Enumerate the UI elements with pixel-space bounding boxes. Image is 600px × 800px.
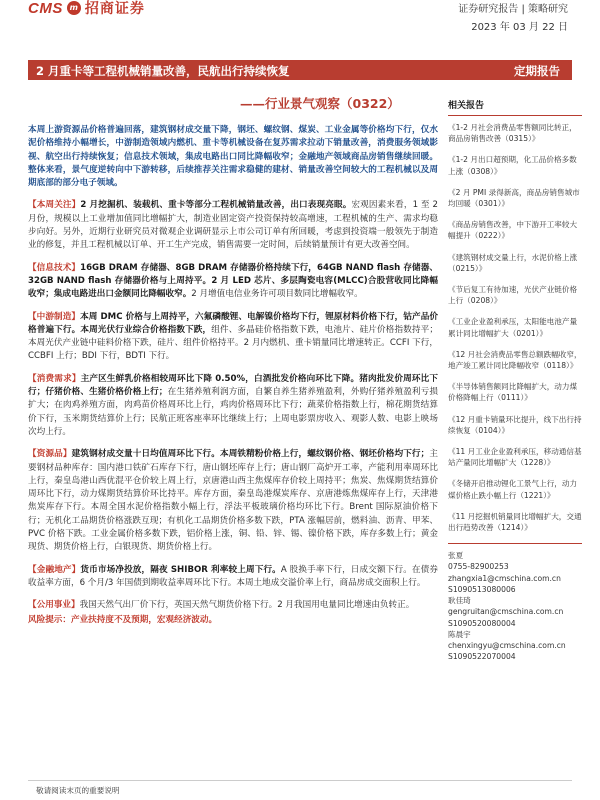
footer-divider <box>28 780 572 781</box>
related-report-link[interactable]: 《商品房销售改善，中下游开工率较大幅提升（0222）》 <box>448 220 578 241</box>
analyst-name: 陈晨宇 <box>448 629 471 639</box>
related-report-link[interactable]: 《半导体销售额同比降幅扩大，动力煤价格降幅上行（0111）》 <box>448 382 578 403</box>
section-lead: 16GB DRAM 存储器、8GB DRAM 存储器价格持续下行，64GB NAND flash 存储器、32GB NAND flash 存储器价格与上周持平。2 月 LED 芯片、多层陶瓷电容(MLCC)合股营收同比降幅收窄；集成电路进出口金额同比降幅收窄。 <box>28 262 438 300</box>
related-reports-title: 相关报告 <box>448 101 485 111</box>
analyst-name: 耿佳琦 <box>448 596 471 606</box>
section-tag: 【公用事业】 <box>28 600 80 611</box>
section-body: 在生猪养殖利润方面，自繁自养生猪养殖盈利，外购仔猪养殖盈利亏损扩大；在肉鸡养殖方面，肉鸡苗价格周环比上行，鸡肉价格周环比下行；蔬菜价格指数上行，棉花期货结算价下行，玉米期货结算价上行；民航正班客座率环比继续上行；上周电影票房收入、观影人数、电影上映场次均上行。 <box>28 387 438 437</box>
section-weekly-focus <box>28 199 438 252</box>
section-utilities <box>28 599 438 612</box>
section-tag: 【资源品】 <box>28 449 72 460</box>
analyst-block <box>448 550 582 662</box>
related-report-link[interactable]: 《1-2 月社会消费品零售额同比转正，商品房销售改善（0315）》 <box>448 123 577 144</box>
related-report-link[interactable]: 《1-2 月出口超预期，化工品价格多数上涨（0308）》 <box>448 155 577 176</box>
company-logo <box>28 0 145 16</box>
section-consumer <box>28 373 438 439</box>
related-report-link[interactable]: 《2 月 PMI 录得新高，商品房销售城市均回暖（0301）》 <box>448 187 580 209</box>
section-midstream <box>28 311 438 364</box>
related-report-link[interactable]: 《12 月社会消费品零售总额跌幅收窄，地产竣工累计同比降幅收窄（0118）》 <box>448 349 582 371</box>
section-lead: 主产区生鲜乳价格相较周环比下降 0.50%，白酒批发价格向环比下降。猪肉批发价周环比下行；仔猪价格、生猪价格价格上行； <box>28 373 438 398</box>
analyst-email[interactable]: chenxingyu@cmschina.com.cn <box>448 640 566 650</box>
analyst-email[interactable]: zhangxia1@cmschina.com.cn <box>448 573 561 583</box>
related-report-link[interactable]: 《11 月工业企业盈利承压，移动通信基站产量同比增幅扩大（1228）》 <box>448 447 582 468</box>
divider <box>448 543 582 544</box>
section-lead: 2 月挖掘机、装载机、重卡等部分工程机械销量改善，出口表现亮眼。 <box>80 200 352 211</box>
section-body: 主要钢材品种库存：国内港口铁矿石库存下行，唐山钢坯库存上行；唐山钢厂高炉开工率，产能利用率周环比上行，秦皇岛港山西优混平仓价较上周上行，京唐港山西主焦煤库存价较上周持平；焦炭、焦煤期货结算价周环比下行，动力煤期货结算价环比持平。库存方面，秦皇岛港煤炭库存、京唐港炼焦煤库存上行，天津港焦炭库存下行。本周全国水泥价格指数小幅上行，浮法平板玻璃价格均环比下行。Brent 国际原油价格下行；无机化工品期货价格涨跌互现；有机化工品期货价格多数下跌，PTA 涨幅居前，燃料油、沥青、甲苯、PVC 价格下跌。工业金属价格多数下跌，铝价格上涨，铜、铅、锌、锡、镍价格下跌，库存多数上行；黄金现货、期货价格上行，白银现货、期货价格上行。 <box>28 449 438 553</box>
related-report-link[interactable]: 《建筑钢材成交量上行，水泥价格上涨（0215）》 <box>448 252 578 273</box>
logo-cms-text: CMS <box>28 0 63 17</box>
analyst-license: S1090522070004 <box>448 652 516 662</box>
related-report-link[interactable]: 《工业企业盈利承压，太阳能电池产量累计同比增幅扩大（0201）》 <box>448 317 578 338</box>
footer-note: 敬请阅读末页的重要说明 <box>36 786 120 795</box>
related-report-link[interactable]: 《12 月重卡销量环比提升，线下出行持续恢复（0104）》 <box>448 414 582 435</box>
report-subtitle: ——行业景气观察（0322） <box>240 96 400 111</box>
report-date: 2023 年 03 月 22 日 <box>471 22 568 33</box>
related-reports-list <box>448 122 582 533</box>
summary-paragraph: 本周上游资源品价格普遍回落，建筑钢材成交量下降，钢坯、螺纹钢、煤炭、工业金属等价格均下行，仅水泥价格维持小幅增长，中游制造领域内燃机、重卡等机械设备在复苏需求拉动下销量改善，消费服务领域影视、航空出行持续恢复；信息技术领域，集成电路出口同比降幅收窄；金融地产领域商品房销售继续回暖。整体来看，景气度逆转向中下游转移，后续推荐关注需求稳健的建材、销量改善空间较大的工程机械以及周期底部的部分电子领域。 <box>28 125 438 189</box>
section-body: 宏观因素来看，1 至 2 月份，规模以上工业增加值同比增幅扩大，制造业固定资产投资保持较高增速，工程机械的生产、需求均稳步向好。另外，近期行业研究员对微观企业调研显示上市公司订单有所回暖，考虑到投资端一般领先于制造业的修复，并且工程机械以订单、开工生产完成，销售需要一定时间，后续销量预计有更大改善空间。 <box>28 200 438 251</box>
section-tag: 【金融地产】 <box>28 564 81 575</box>
logo-cn-text: 招商证券 <box>84 1 145 17</box>
section-resources <box>28 448 438 554</box>
report-title: 2 月重卡等工程机械销量改善，民航出行持续恢复 <box>36 64 290 78</box>
analyst-phone: 0755-82900253 <box>448 562 509 572</box>
report-type: 证券研究报告 | 策略研究 <box>458 4 568 15</box>
related-report-link[interactable]: 《11 月挖掘机销量同比增幅扩大，交通出行趋势改善（1214）》 <box>448 511 582 533</box>
logo-mark-icon: m <box>67 1 81 15</box>
title-bar <box>28 60 572 80</box>
main-content <box>28 124 438 627</box>
section-finance <box>28 564 438 591</box>
header-meta <box>458 0 568 33</box>
divider <box>448 115 582 116</box>
section-body: A 股换手率下行，日成交额下行。在债券收益率方面，6 个月/3 年国债到期收益率周环比下行。本周土地成交溢价率上行，商品房成交面积上行。 <box>28 564 438 588</box>
section-lead: 建筑钢材成交量十日均值周环比下行。本周铁精粉价格上行，螺纹钢价格、钢坯价格均下行； <box>71 449 430 460</box>
page-header <box>0 0 600 44</box>
analyst-email[interactable]: gengruitan@cmschina.com.cn <box>448 607 564 617</box>
analyst-license: S1090513080006 <box>448 584 516 594</box>
risk-warning: 风险提示：产业扶持度不及预期，宏观经济波动。 <box>28 614 218 625</box>
report-tag: 定期报告 <box>514 64 560 78</box>
section-body: 组件、多晶硅价格指数下跌，电池片、硅片价格指数持平；本周光伏产业链中硅料价格下跌，硅片、组件价格持平。2 月内燃机、重卡销量同比增速转正。CCFI 下行，CCBFI 上行；BDI 下行，BDTI 下行。 <box>28 324 438 362</box>
related-report-link[interactable]: 《冬储开启推动锂化工景气上行，动力煤价格止跌小幅上行（1221）》 <box>448 479 578 500</box>
section-it <box>28 262 438 302</box>
section-tag: 【消费需求】 <box>28 373 81 384</box>
related-report-link[interactable]: 《节后复工有待加速，光伏产业链价格上行（0208）》 <box>448 285 578 306</box>
section-body: 2 月增值电信业务许可项目数同比增幅收窄。 <box>191 289 363 300</box>
section-tag: 【本周关注】 <box>28 200 81 211</box>
section-tag: 【中游制造】 <box>28 311 81 322</box>
analyst-license: S1090520080004 <box>448 618 516 628</box>
section-lead: 货币市场净投放，隔夜 SHIBOR 利率较上周下行。 <box>80 564 281 575</box>
section-lead: 本周 DMC 价格与上周持平，六氟磷酸锂、电解镍价格均下行，锂原材料价格下行，钴产品价格普遍下行。本周光伏行业综合价格指数下跌， <box>28 311 438 335</box>
section-tag: 【信息技术】 <box>28 262 81 273</box>
sidebar <box>448 98 582 662</box>
section-body: 我国天然气出厂价下行，英国天然气期货价格下行。2 月我国用电量同比增速由负转正。 <box>79 600 415 611</box>
analyst-name: 张夏 <box>448 551 464 561</box>
